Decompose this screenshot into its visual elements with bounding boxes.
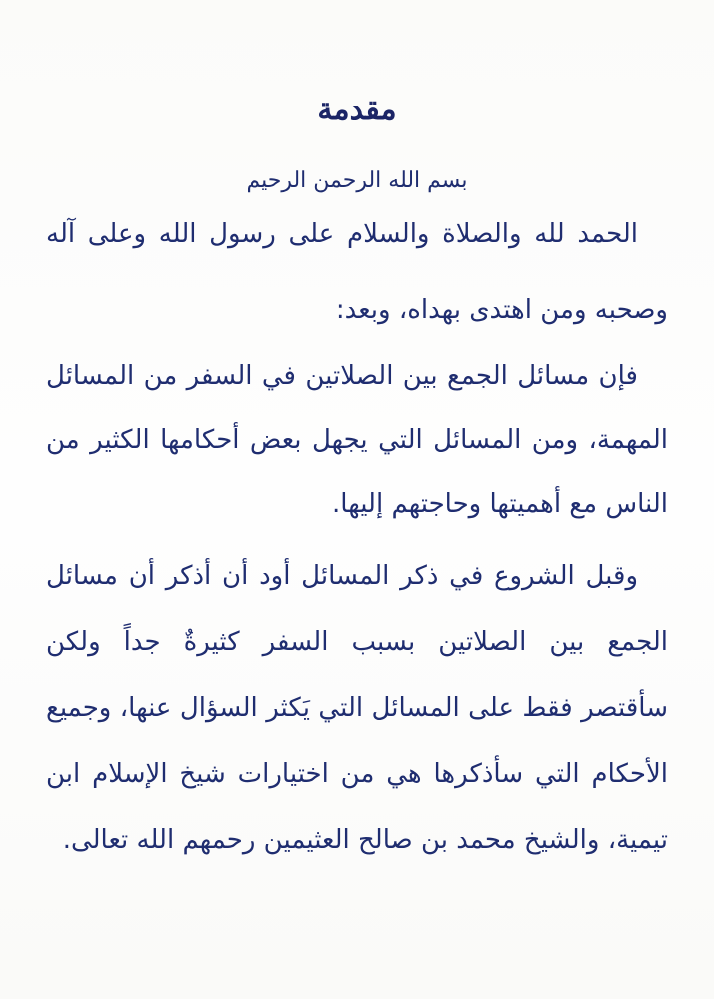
- paragraph-1-line-2: وصحبه ومن اهتدى بهداه، وبعد:: [335, 295, 668, 325]
- paragraph-3-line-4: الأحكام التي سأذكرها هي من اختيارات شيخ الإسلام ابن: [46, 759, 668, 789]
- paragraph-3-line-2: الجمع بين الصلاتين بسبب السفر كثيرةٌ جداً ولكن: [46, 627, 668, 657]
- paragraph-2-line-3: الناس مع أهميتها وحاجتهم إليها.: [332, 489, 668, 519]
- paragraph-3-line-3: سأقتصر فقط على المسائل التي يَكثر السؤال عنها، وجميع: [46, 693, 668, 723]
- page-title: مقدمة: [317, 92, 397, 127]
- paragraph-2-line-2: المهمة، ومن المسائل التي يجهل بعض أحكامها الكثير من: [46, 425, 668, 455]
- basmala: بسم الله الرحمن الرحيم: [246, 168, 468, 193]
- paragraph-3-line-1: وقبل الشروع في ذكر المسائل أود أن أذكر أن مسائل: [46, 561, 638, 591]
- paragraph-1-line-1: الحمد لله والصلاة والسلام على رسول الله وعلى آله: [46, 219, 638, 249]
- paragraph-2-line-1: فإن مسائل الجمع بين الصلاتين في السفر من المسائل: [46, 361, 638, 391]
- paragraph-3-line-5: تيمية، والشيخ محمد بن صالح العثيمين رحمهم الله تعالى.: [62, 825, 668, 855]
